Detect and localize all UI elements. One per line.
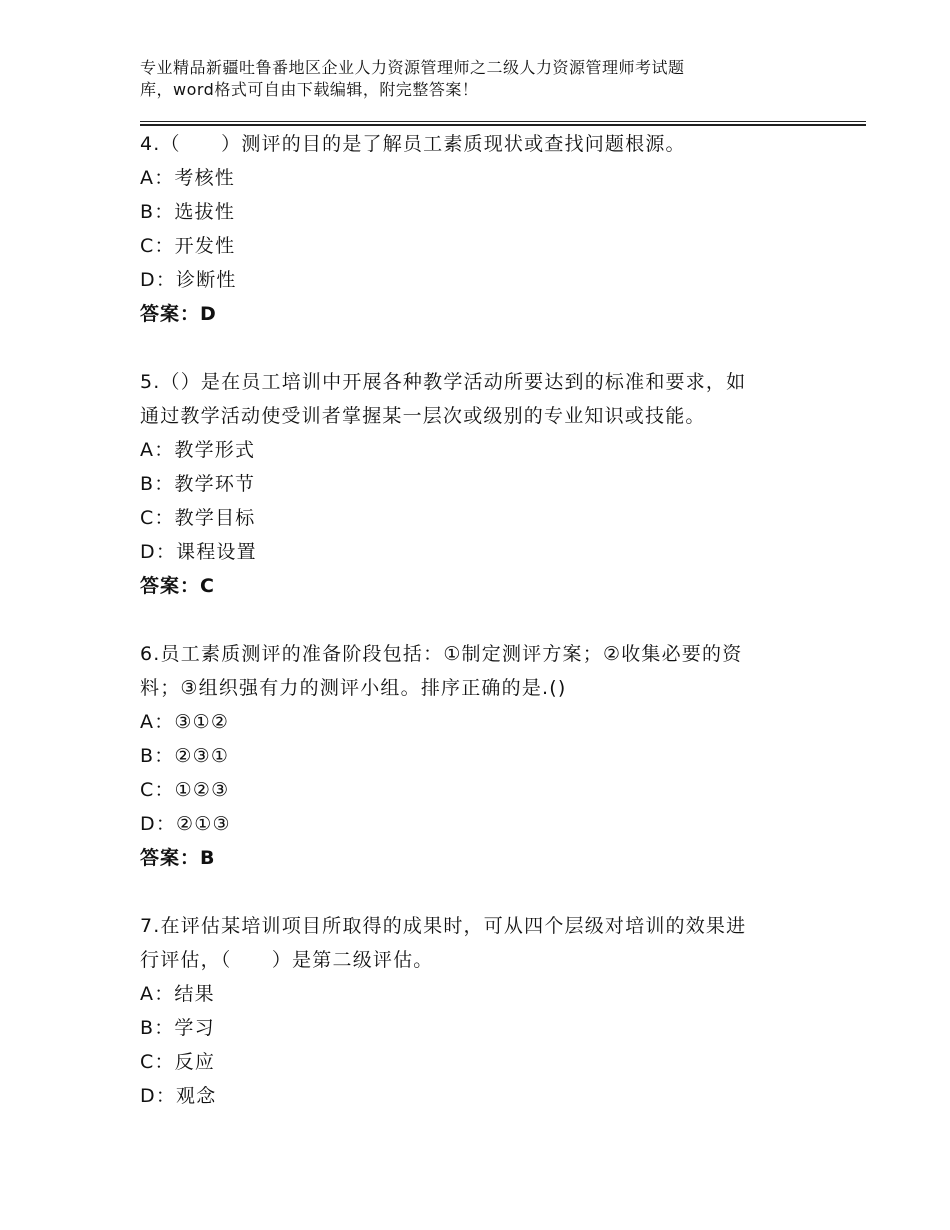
question-7 (140, 909, 800, 1113)
header-line-1: 专业精品新疆吐鲁番地区企业人力资源管理师之二级人力资源管理师考试题 (140, 58, 685, 77)
question-6 (140, 637, 800, 875)
option-a: A：结果 (140, 983, 215, 1005)
option-b: B：学习 (140, 1017, 215, 1039)
question-stem: 5.（）是在员工培训中开展各种教学活动所要达到的标准和要求，如 (140, 371, 747, 393)
question-5 (140, 365, 800, 603)
question-stem: 7.在评估某培训项目所取得的成果时，可从四个层级对培训的效果进 (140, 915, 747, 937)
answer: 答案：D (140, 303, 217, 325)
question-stem-continued: 行评估，（ ）是第二级评估。 (140, 949, 434, 971)
option-b: B：选拔性 (140, 201, 236, 223)
option-d: D：观念 (140, 1085, 217, 1107)
option-a: A：③①② (140, 711, 230, 733)
option-c: C：反应 (140, 1051, 216, 1073)
option-a: A：考核性 (140, 167, 235, 189)
option-d: D：诊断性 (140, 269, 237, 291)
option-a: A：教学形式 (140, 439, 256, 461)
question-stem: 6.员工素质测评的准备阶段包括：①制定测评方案；②收集必要的资 (140, 643, 743, 665)
question-stem-continued: 料；③组织强有力的测评小组。排序正确的是.() (140, 677, 567, 699)
question-stem: 4.（ ）测评的目的是了解员工素质现状或查找问题根源。 (140, 133, 686, 155)
option-c: C：教学目标 (140, 507, 256, 529)
header-line-2: 库，word格式可自由下载编辑，附完整答案！ (140, 80, 479, 99)
document-header (140, 57, 840, 101)
answer: 答案：C (140, 575, 215, 597)
option-b: B：教学环节 (140, 473, 256, 495)
question-list (140, 127, 800, 1113)
option-d: D：课程设置 (140, 541, 257, 563)
question-stem-continued: 通过教学活动使受训者掌握某一层次或级别的专业知识或技能。 (140, 405, 706, 427)
option-c: C：开发性 (140, 235, 236, 257)
answer: 答案：B (140, 847, 216, 869)
option-c: C：①②③ (140, 779, 230, 801)
header-divider (140, 121, 866, 126)
question-4 (140, 127, 800, 331)
option-b: B：②③① (140, 745, 230, 767)
option-d: D：②①③ (140, 813, 231, 835)
